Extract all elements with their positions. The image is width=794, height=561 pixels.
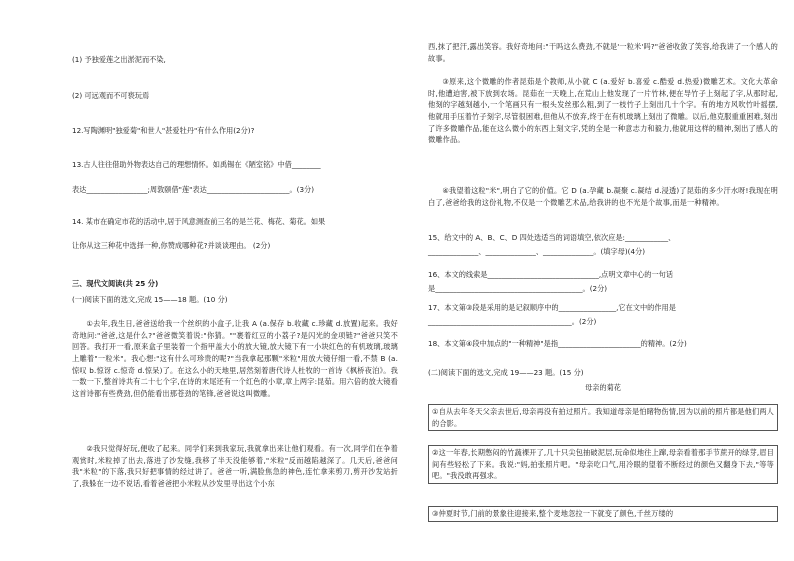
part-2-heading: (二)阅读下面的选文,完成 19——23 题。(15 分) [428,368,584,377]
question-14-line1: 14. 某市在确定市花的活动中,居于风意测查前三名的是兰花、梅花、菊花。如果 [72,217,326,226]
section-3-heading: 三、现代文阅读(共 25 分) [72,279,159,288]
passage-1-para-3: ③原来,这个微雕的作者昆茹是个教师,从小就 C (a.爱好 b.喜爱 c.酷爱 d.热爱)微雕艺术。文化大革命时,他遭迫害,被下放到农场。昆茹在一天晚上,在荒山上他发现了一片竹林,便在导竹子上刻起了字,从那时起,他刻的字越刻越小,一个笔画只有一根头发丝那么粗,到了一枝竹子上刻出几十个字。有的地方风吹竹叶摇摆,他就用手压着竹子刻字,尽管很困难,但他从不放弃,终于在有机玻璃上刻出了微雕。以后,他克服重重困难,刻出了许多微雕作品,能在这么微小的东西上刻文字,凭的全是一种意志力和毅力,他就用这样的精神,刻出了感人的微雕作品。 [428,77,778,145]
question-15-line1: 15、给文中的 A、B、C、D 四处选适当的词语填空,依次应是:____________、 [428,233,676,242]
passage-2-para-1: ①自从去年冬天父亲去世后,母亲再没有拍过照片。我知道母亲是怕睹物伤情,因为以前的照片都是他们两人的合影。 [428,404,778,431]
question-13-line2: 表达_________________;周敦颐借"莲"表达_______________________。(3分) [72,185,315,194]
question-14-line2: 让你从这三种花中选择一种,你赞成哪种花?并谈谈理由。 (2分) [72,241,271,250]
passage-1-para-2-end: 西,抹了把汗,露出笑容。我好奇地问:"干吗这么费劲,不就是'一粒米'吗?"爸爸收敛了笑容,给我讲了一个感人的故事。 [428,42,778,63]
question-16-line2: 是_________________________________________。(2分) [428,284,608,293]
question-18: 18、本文第④段中加点的"一种精神"是指_______________________的精神。(2分) [428,339,687,348]
part-1-heading: (一)阅读下面的选文,完成 15——18 题。(10 分) [72,295,228,304]
q11-line2: (2) 可远观而不可亵玩焉 [72,91,150,100]
passage-2-title: 母亲的菊花 [585,383,621,392]
question-17-line1: 17、本文第③段是采用的是记叙顺序中的________________,它在文中的作用是 [428,303,676,312]
question-16-line1: 16、本文的线索是_______________________________,点明文章中心的一句话 [428,270,674,279]
question-17-line2: ________________________________________。(2分) [428,317,597,326]
question-12: 12.写陶渊明"独爱菊"和世人"甚爱牡丹"有什么作用(2分)? [72,126,255,135]
passage-2-para-2: ②这一年春,长期憋闷的竹蔬裸开了,几十只尖包抽破泥层,玩命似地往上蹿,母亲看着那手节蔗开的绿芽,眉目间有些轻松了下来。我说:"妈,拍张照片吧。"母亲吃口气,用冷眼的望着不断经过的颜色又翻身下去,"等等吧。"我没敢再强求。 [428,445,778,484]
passage-2-para-3: ③仲夏时节,门前的景象往迎接来,整个麦地忽拉一下就变了颜色,千丝万缕的 [428,506,778,522]
passage-1-para-1: ①去年,我生日,爸爸送给我一个丝织的小盒子,让我 A (a.保存 b.收藏 c.珍藏 d.放置)起来。我好奇地问:"爸爸,这是什么?"爸爸微笑着说:"你猜。""裹着红豆的小荔子?是闪光的金项链?"爸爸只笑不回答。我打开一看,原来盒子里装着一个指甲盖大小的放大镜,放大镜下有一小块红色的有机玻璃,玻璃上雕着"一粒米"。我心想:"这有什么可珍贵的呢?"当我拿起那颗"米粒"用放大镜仔细一看,不禁 B (a.惊叹 b.惊讶 c.惊奇 d.惊呆)了。在这么小的天地里,居然刻着唐代诗人杜牧的一首诗《枫桥夜泊》。我一数一下,整首诗共有二十七个字,在诗的末尾还有一个红色的小章,章上两字:昆茹。用六倍的放大镜看这首诗都有些费劲,但仍能看出那苍劲的笔锋,爸爸说这叫微雕。 [72,319,398,398]
question-13-line1: 13.古人往往借助外物表达自己的理想情怀。如禹锡在《陋室铭》中借________ [72,160,321,169]
question-15-line2: ______________、______________、______________。(填字母)(4分) [428,247,646,256]
passage-1-para-2: ②我只觉得好玩,便收了起来。同学们来到我家玩,我就拿出来让他们观看。有一次,同学们在争着观赏时,米粒掉了出去,落进了沙发缝,我移了半天没能够着,"米粒"反而越陷越深了。几天后,爸爸问我"米粒"的下落,我只好把事情的经过讲了。爸爸一听,满脸焦急的神色,连忙拿来剪刀,剪开沙发站折了,我躲在一边不说话,看着爸爸把小米粒从沙发里寻出这个小东 [72,444,398,488]
q11-line1: (1) 予独爱莲之出淤泥而不染, [72,55,166,64]
passage-1-para-4: ④我望着这粒"米",明白了它的价值。它 D (a.孕藏 b.凝聚 c.凝结 d.浸透)了昆茹的多少汗水呀!我现在明白了,爸爸给我的这份礼物,不仅是一个微雕艺术品,给我讲的也不光是个故事,而是一种精神。 [428,186,778,207]
